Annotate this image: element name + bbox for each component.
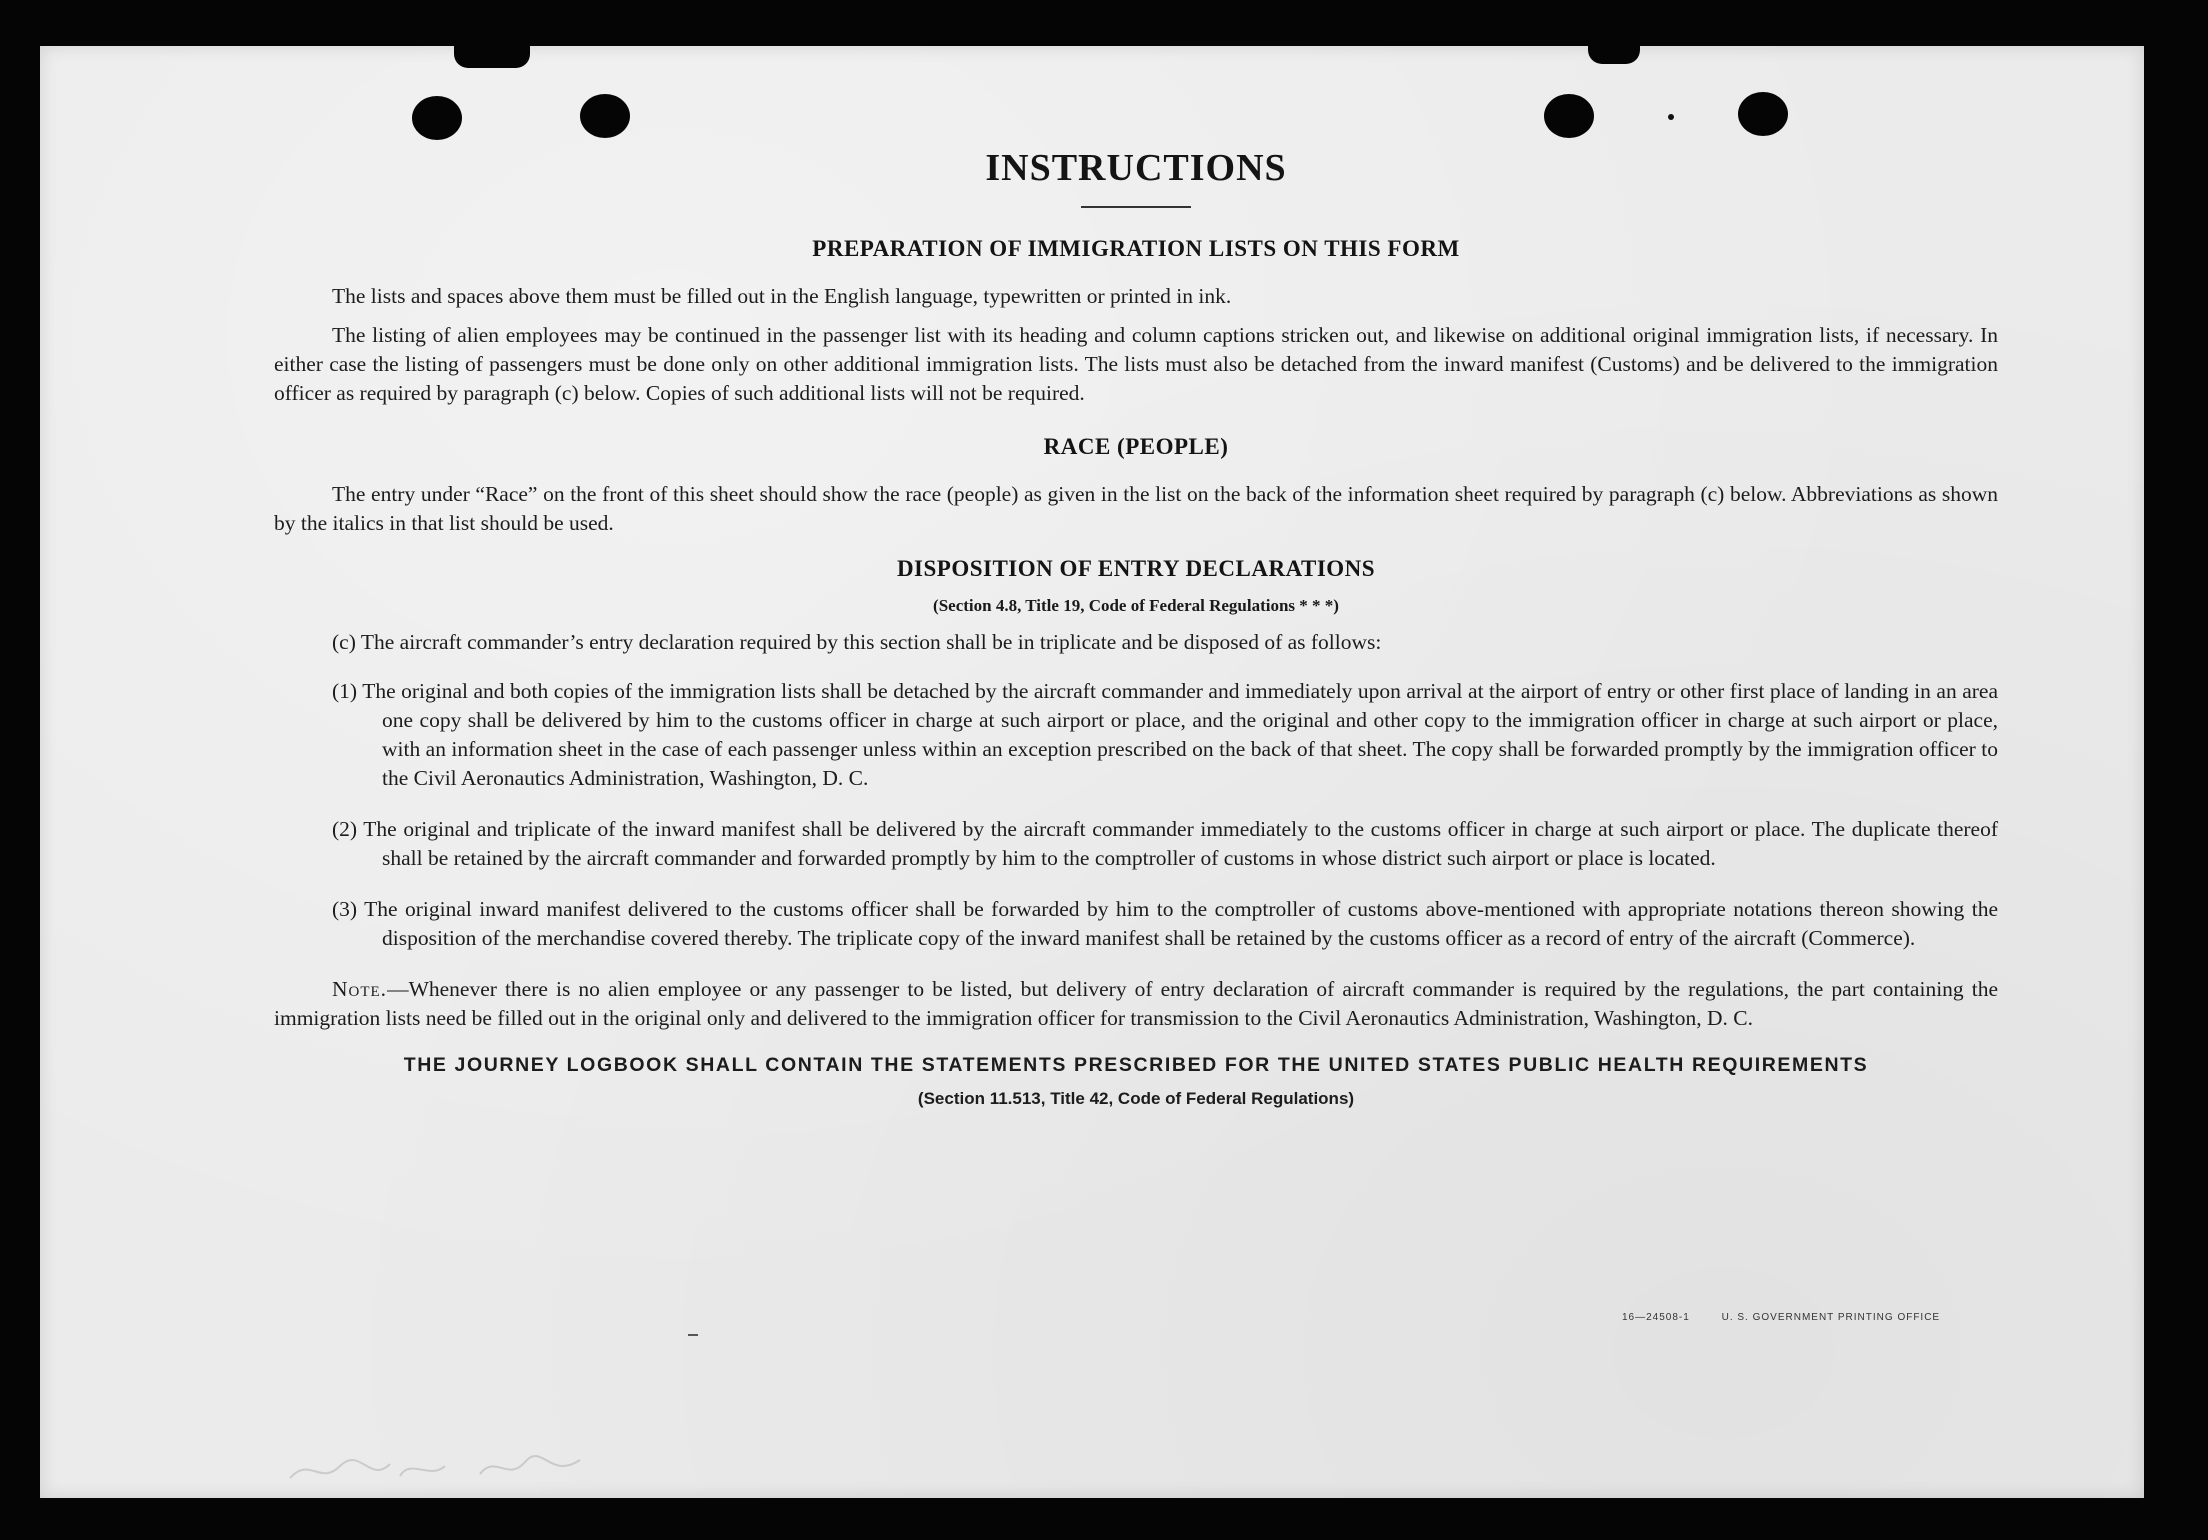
- instructions-content: [274, 146, 1998, 1113]
- item-number: (2): [332, 817, 364, 841]
- stray-mark: [688, 1334, 698, 1336]
- paragraph-english-language: The lists and spaces above them must be filled out in the English language, typewritten or printed in ink.: [332, 284, 1232, 308]
- section-heading-disposition: DISPOSITION OF ENTRY DECLARATIONS: [896, 556, 1376, 581]
- paragraph-alien-employees: The listing of alien employees may be continued in the passenger list with its heading and column captions stricken out, and likewise on additional original immigration lists, if necessary. In either case the listing of passengers must be done only on other additional immigration lists. The lists must also be detached from the inward manifest (Customs) and be delivered to the immigration officer as required by paragraph (c) below. Copies of such additional lists will not be required.: [274, 323, 1998, 405]
- form-code: 16—24508-1: [1622, 1312, 1690, 1323]
- page-title: INSTRUCTIONS: [985, 147, 1287, 189]
- list-item-1: [274, 677, 1998, 793]
- logbook-statement: THE JOURNEY LOGBOOK SHALL CONTAIN THE STATEMENTS PRESCRIBED FOR THE UNITED STATES PUBLIC HEALTH REQUIREMENTS: [403, 1054, 1869, 1076]
- title-underline: [1081, 206, 1191, 208]
- item-text: The original inward manifest delivered to the customs officer shall be forwarded by him to the comptroller of customs above-mentioned with appropriate notations thereon showing the disposition of the merchandise covered thereby. The triplicate copy of the inward manifest shall be retained by the customs officer as a record of entry of the aircraft (Commerce).: [364, 897, 1998, 950]
- speck: [1668, 114, 1674, 120]
- section-citation: (Section 4.8, Title 19, Code of Federal Regulations * * *): [933, 596, 1339, 615]
- torn-edge: [454, 46, 530, 68]
- paragraph-c-lead: (c) The aircraft commander’s entry declaration required by this section shall be in triplicate and be disposed of as follows:: [332, 630, 1382, 654]
- punch-hole: [1738, 92, 1788, 136]
- punch-hole: [580, 94, 630, 138]
- paragraph-race-entry: The entry under “Race” on the front of this sheet should show the race (people) as given in the list on the back of the information sheet required by paragraph (c) below. Abbreviations as shown by the italics in that list should be used.: [274, 482, 1998, 535]
- note-label: Note.: [332, 977, 388, 1001]
- logbook-citation: (Section 11.513, Title 42, Code of Federal Regulations): [917, 1089, 1355, 1108]
- punch-hole: [412, 96, 462, 140]
- faint-signature: [280, 1436, 640, 1496]
- list-item-3: [274, 895, 1998, 953]
- printing-office: U. S. GOVERNMENT PRINTING OFFICE: [1721, 1312, 1941, 1323]
- paragraph-note: [274, 975, 1998, 1033]
- section-heading-preparation: PREPARATION OF IMMIGRATION LISTS ON THIS FORM: [812, 236, 1460, 261]
- item-text: The original and triplicate of the inward manifest shall be delivered by the aircraft commander immediately to the customs officer in charge at such airport or place. The duplicate thereof shall be retained by the aircraft commander and forwarded promptly by him to the comptroller of customs in whose district such airport or place is located.: [363, 817, 1998, 870]
- item-number: (3): [332, 897, 365, 921]
- torn-edge: [1588, 46, 1640, 64]
- item-number: (1): [332, 679, 363, 703]
- printing-office-imprint: [1622, 1312, 1940, 1323]
- document-page: [40, 46, 2144, 1498]
- section-heading-race: RACE (PEOPLE): [1043, 434, 1229, 459]
- punch-hole: [1544, 94, 1594, 138]
- item-text: The original and both copies of the immigration lists shall be detached by the aircraft commander and immediately upon arrival at the airport of entry or other first place of landing in an area one copy shall be delivered by him to the customs officer in charge at such airport or place, and the original and other copy to the immigration officer in charge at such airport or place, with an information sheet in the case of each passenger unless within an exception prescribed on the back of that sheet. The copy shall be forwarded promptly by the immigration officer to the Civil Aeronautics Administration, Washington, D. C.: [362, 679, 1998, 790]
- list-item-2: [274, 815, 1998, 873]
- note-text: —Whenever there is no alien employee or any passenger to be listed, but delivery of entry declaration of aircraft commander is required by the regulations, the part containing the immigration lists need be filled out in the original only and delivered to the immigration officer for transmission to the Civil Aeronautics Administration, Washington, D. C.: [274, 977, 1998, 1030]
